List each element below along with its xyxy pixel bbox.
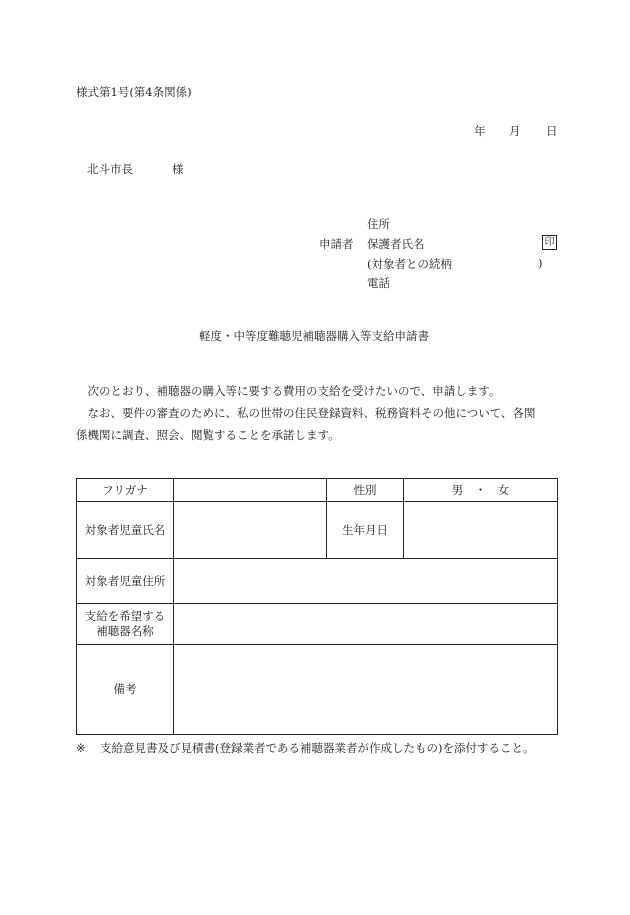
hearing-aid-label-line: 補聴器名称	[96, 624, 154, 638]
hearing-aid-name-label	[77, 604, 174, 645]
document-title: 軽度・中等度難聴児補聴器購入等支給申請書	[199, 329, 429, 343]
recipient-name: 北斗市長	[87, 162, 133, 176]
sex-label: 性別	[327, 479, 404, 502]
hearing-aid-label-line: 支給を希望する	[84, 609, 166, 623]
birth-date-label: 生年月日	[327, 502, 404, 559]
body-paragraph-line: 次のとおり、補聴器の購入等に要する費用の支給を受けたいので、申請します。	[76, 384, 501, 398]
body-paragraph-line: なお、要件の審査のために、私の世帯の住民登録資料、税務資料その他について、各関	[76, 406, 536, 420]
date-day-label: 日	[546, 124, 558, 138]
remarks-label: 備考	[77, 645, 174, 735]
relation-label: (対象者との続柄	[367, 257, 452, 271]
footnote-text: 支給意見書及び見積書(登録業者である補聴器業者が作成したもの)を添付すること。	[100, 741, 535, 755]
date-year-label: 年	[474, 124, 486, 138]
child-address-field[interactable]	[174, 559, 558, 604]
hearing-aid-name-field[interactable]	[174, 604, 558, 645]
recipient-honorific: 様	[172, 162, 184, 176]
birth-date-field[interactable]	[404, 502, 558, 559]
body-paragraph-line: 係機関に調査、照会、閲覧することを承諾します。	[76, 428, 340, 442]
child-name-field[interactable]	[174, 502, 327, 559]
child-address-label: 対象者児童住所	[77, 559, 174, 604]
sex-options[interactable]: 男 ・ 女	[404, 479, 558, 502]
application-table	[76, 478, 558, 735]
footnote-mark: ※	[76, 741, 86, 755]
furigana-field[interactable]	[174, 479, 327, 502]
address-label: 住所	[367, 217, 390, 231]
date-month-label: 月	[509, 124, 521, 138]
child-name-label: 対象者児童氏名	[77, 502, 174, 559]
phone-label: 電話	[367, 276, 390, 290]
footnote	[76, 740, 534, 756]
applicant-label: 申請者	[319, 237, 354, 251]
seal-mark: 印	[542, 235, 557, 250]
relation-close-paren: )	[538, 256, 543, 270]
furigana-label: フリガナ	[77, 479, 174, 502]
guardian-name-label: 保護者氏名	[367, 237, 425, 251]
form-number: 様式第1号(第4条関係)	[76, 85, 192, 99]
remarks-field[interactable]	[174, 645, 558, 735]
